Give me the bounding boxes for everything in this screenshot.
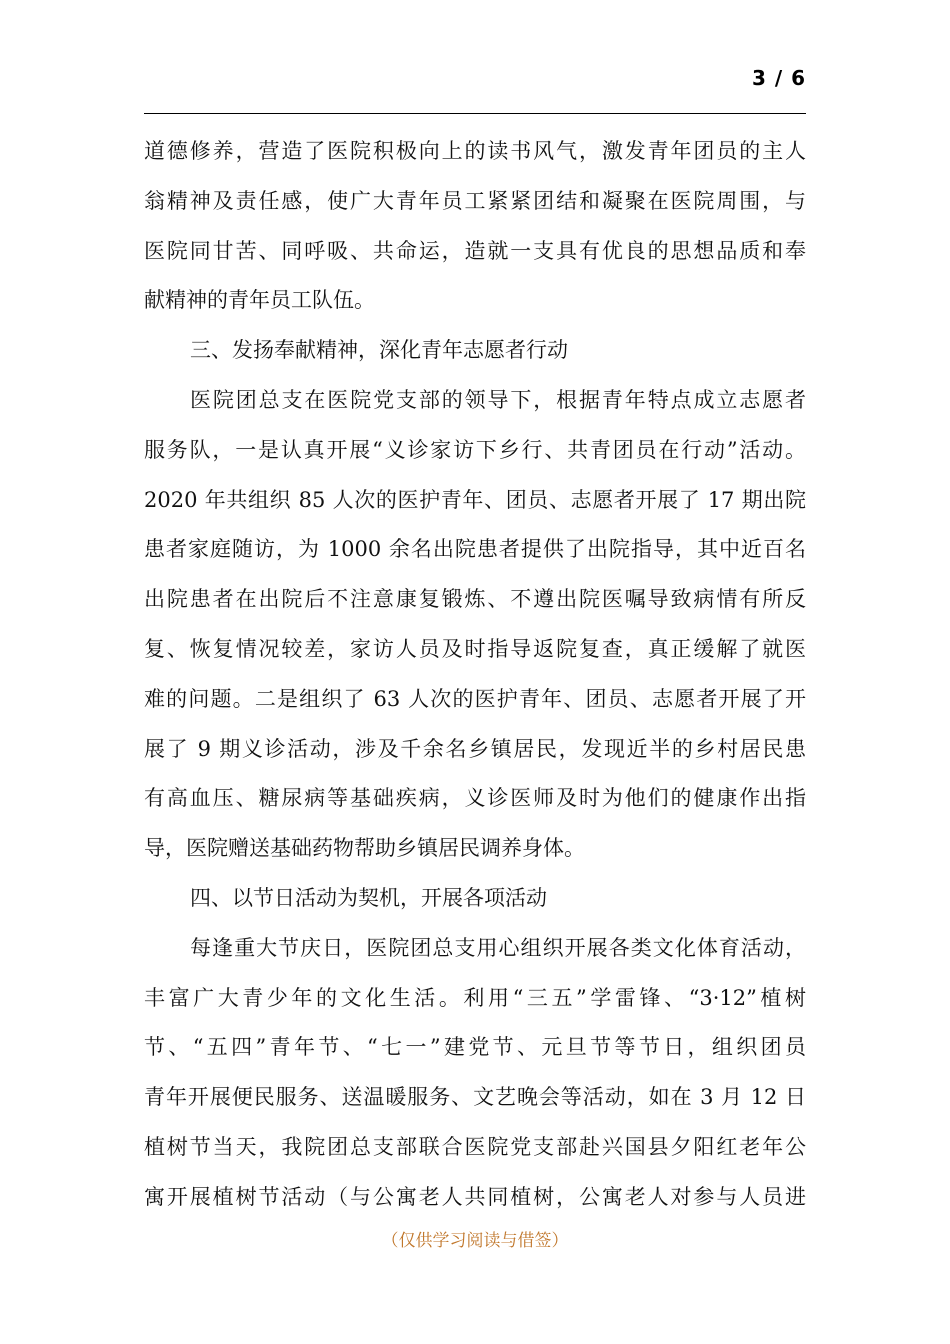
text-line: 服务队，一是认真开展“义诊家访下乡行、共青团员在行动”活动。	[144, 437, 806, 462]
text-line: 难的问题。二是组织了 63 人次的医护青年、团员、志愿者开展了开	[144, 686, 806, 711]
text-line: 展了 9 期义诊活动，涉及千余名乡镇居民，发现近半的乡村居民患	[144, 736, 806, 761]
text-line: 患者家庭随访，为 1000 余名出院患者提供了出院指导，其中近百名	[144, 537, 806, 562]
text-line: 植树节当天，我院团总支部联合医院党支部赴兴国县夕阳红老年公	[144, 1134, 806, 1159]
text-line: 寓开展植树节活动（与公寓老人共同植树，公寓老人对参与人员进	[144, 1184, 806, 1209]
text-line: 丰富广大青少年的文化生活。利用“三五”学雷锋、“3·12”植树	[144, 985, 806, 1010]
text-line: 出院患者在出院后不注意康复锻炼、不遵出院医嘱导致病情有所反	[144, 587, 806, 612]
text-line: 医院同甘苦、同呼吸、共命运，造就一支具有优良的思想品质和奉	[144, 238, 806, 263]
page-number: 3 / 6	[751, 66, 806, 90]
text-line: 节、“五四”青年节、“七一”建党节、元旦节等节日，组织团员	[144, 1035, 806, 1060]
text-line: 每逢重大节庆日，医院团总支用心组织开展各类文化体育活动，	[190, 935, 806, 960]
text-line: 导，医院赠送基础药物帮助乡镇居民调养身体。	[144, 836, 585, 861]
section-heading: 三、发扬奉献精神，深化青年志愿者行动	[190, 338, 568, 363]
text-line: 道德修养，营造了医院积极向上的读书风气，激发青年团员的主人	[144, 139, 806, 163]
document-body	[144, 127, 806, 1223]
text-line: 医院团总支在医院党支部的领导下，根据青年特点成立志愿者	[190, 387, 806, 412]
text-line: 2020 年共组织 85 人次的医护青年、团员、志愿者开展了 17 期出院	[144, 487, 806, 512]
footer-note: （仅供学习阅读与借签）	[381, 1231, 569, 1251]
text-line: 青年开展便民服务、送温暖服务、文艺晚会等活动，如在 3 月 12 日	[144, 1085, 806, 1110]
text-line: 献精神的青年员工队伍。	[144, 288, 375, 313]
text-line: 有高血压、糖尿病等基础疾病，义诊医师及时为他们的健康作出指	[144, 786, 806, 811]
header-divider	[144, 113, 806, 114]
text-line: 翁精神及责任感，使广大青年员工紧紧团结和凝聚在医院周围，与	[144, 188, 806, 213]
text-line: 复、恢复情况较差，家访人员及时指导返院复查，真正缓解了就医	[144, 636, 806, 661]
section-heading: 四、以节日活动为契机，开展各项活动	[190, 885, 547, 910]
